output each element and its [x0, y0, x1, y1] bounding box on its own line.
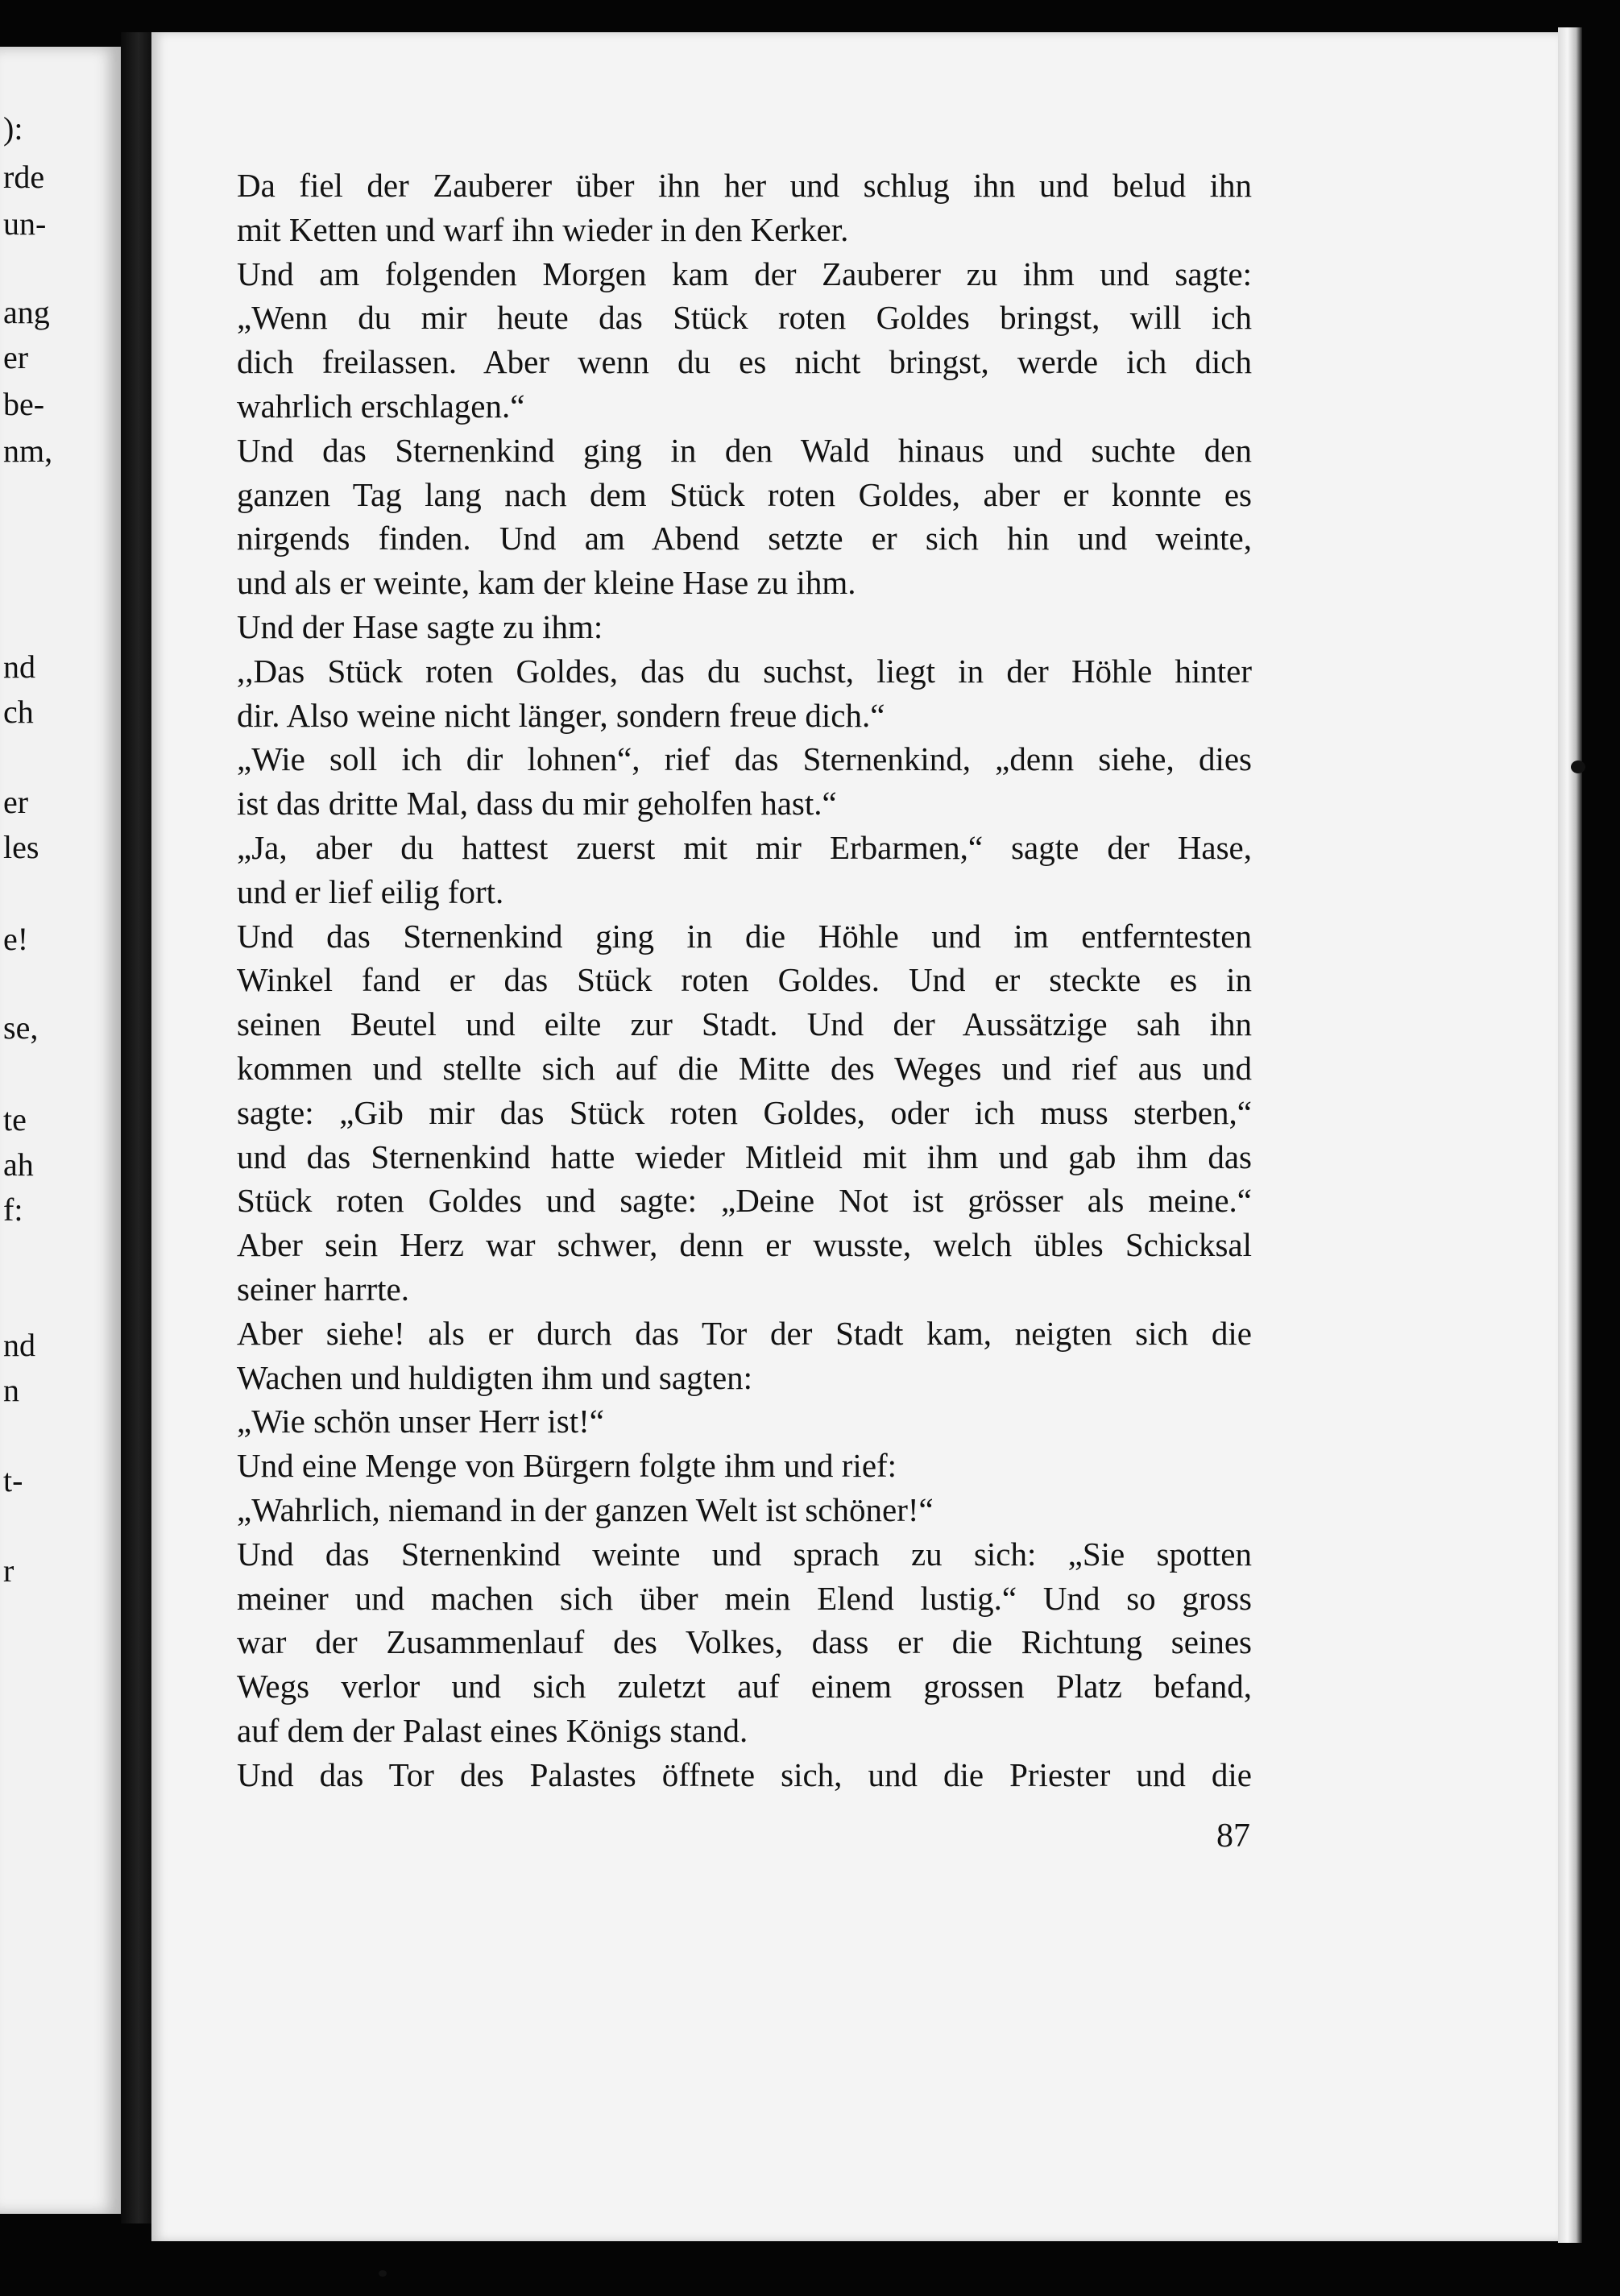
text-line: seinen Beutel und eilte zur Stadt. Und der Aussätzige sah ihn: [237, 1005, 1252, 1043]
text-line: und er lief eilig fort.: [237, 872, 504, 910]
left-page-fragment: n: [3, 1372, 19, 1408]
left-page-fragment: t-: [3, 1462, 23, 1498]
text-line: ist das dritte Mal, dass du mir geholfen hast.“: [237, 785, 837, 823]
left-page-fragment: er: [3, 339, 29, 375]
left-page-fragment: be-: [3, 386, 45, 422]
left-page-fragment: ):: [3, 110, 23, 147]
text-line: Und das Sternenkind ging in die Höhle und im entferntesten: [237, 917, 1252, 955]
text-line: Und eine Menge von Bürgern folgte ihm und rief:: [237, 1447, 897, 1485]
text-line: war der Zusammenlauf des Volkes, dass er die Richtung seines: [237, 1623, 1252, 1661]
text-line: kommen und stellte sich auf die Mitte des Weges und rief aus und: [237, 1049, 1252, 1087]
text-line: seiner harrte.: [237, 1270, 409, 1308]
text-line: Aber siehe! als er durch das Tor der Stadt kam, neigten sich die: [237, 1314, 1252, 1352]
left-page-fragment: f:: [3, 1192, 23, 1228]
left-page-fragment: er: [3, 784, 29, 820]
left-page-fragment: ch: [3, 694, 34, 730]
text-line: Wegs verlor und sich zuletzt auf einem grossen Platz befand,: [237, 1668, 1252, 1705]
text-line: ,,Das Stück roten Goldes, das du suchst, liegt in der Höhle hinter: [237, 652, 1252, 690]
text-line: mit Ketten und warf ihn wieder in den Kerker.: [237, 210, 849, 248]
left-page-fragment: rde: [3, 159, 45, 195]
text-line: Und das Sternenkind weinte und sprach zu sich: „Sie spotten: [237, 1535, 1252, 1573]
text-line: auf dem der Palast eines Königs stand.: [237, 1711, 748, 1749]
left-page-fragment: ah: [3, 1146, 34, 1183]
text-line: Und der Hase sagte zu ihm:: [237, 607, 603, 645]
text-line: Wachen und huldigten ihm und sagten:: [237, 1358, 753, 1396]
left-page-fragment: r: [3, 1552, 15, 1589]
text-line: dir. Also weine nicht länger, sondern freue dich.“: [237, 696, 885, 734]
body-text: [237, 164, 1252, 1797]
text-line: Da fiel der Zauberer über ihn her und schlug ihn und belud ihn: [237, 167, 1252, 204]
text-line: Stück roten Goldes und sagte: „Deine Not ist grösser als meine.“: [237, 1182, 1252, 1220]
text-line: dich freilassen. Aber wenn du es nicht bringst, werde ich dich: [237, 343, 1252, 381]
text-line: und als er weinte, kam der kleine Hase zu ihm.: [237, 564, 856, 602]
left-page-fragment: nm,: [3, 433, 53, 469]
left-facing-page: [0, 47, 126, 2214]
page-number: 87: [1216, 1817, 1250, 1855]
text-line: nirgends finden. Und am Abend setzte er sich hin und weinte,: [237, 520, 1252, 557]
left-page-fragment: te: [3, 1101, 27, 1138]
text-line: „Wie schön unser Herr ist!“: [237, 1403, 605, 1440]
text-line: „Wenn du mir heute das Stück roten Goldes bringst, will ich: [237, 299, 1252, 337]
text-line: ganzen Tag lang nach dem Stück roten Goldes, aber er konnte es: [237, 475, 1252, 513]
left-page-fragment: nd: [3, 1327, 35, 1363]
text-line: „Ja, aber du hattest zuerst mit mir Erbarmen,“ sagte der Hase,: [237, 828, 1252, 866]
left-page-fragment: les: [3, 829, 39, 865]
dust-speck: [379, 2270, 387, 2277]
left-page-fragment: nd: [3, 649, 35, 685]
left-page-fragment: e!: [3, 921, 29, 957]
text-line: „Wie soll ich dir lohnen“, rief das Sternenkind, „denn siehe, dies: [237, 740, 1252, 778]
text-line: Winkel fand er das Stück roten Goldes. Und er steckte es in: [237, 961, 1252, 999]
left-page-fragment: un-: [3, 205, 47, 242]
text-line: Aber sein Herz war schwer, denn er wusste, welch übles Schicksal: [237, 1226, 1252, 1264]
text-line: Und am folgenden Morgen kam der Zauberer zu ihm und sagte:: [237, 255, 1252, 292]
text-line: Und das Tor des Palastes öffnete sich, und die Priester und die: [237, 1755, 1252, 1793]
text-line: sagte: „Gib mir das Stück roten Goldes, oder ich muss sterben,“: [237, 1093, 1252, 1131]
left-page-fragment: se,: [3, 1009, 39, 1046]
book-gutter: [121, 32, 153, 2223]
dust-speck: [1571, 760, 1585, 773]
text-line: wahrlich erschlagen.“: [237, 387, 525, 425]
page-edge: [1558, 27, 1582, 2243]
text-line: und das Sternenkind hatte wieder Mitleid mit ihm und gab ihm das: [237, 1138, 1252, 1175]
text-line: meiner und machen sich über mein Elend lustig.“ Und so gross: [237, 1579, 1252, 1617]
text-line: Und das Sternenkind ging in den Wald hinaus und suchte den: [237, 431, 1252, 469]
text-line: „Wahrlich, niemand in der ganzen Welt ist schöner!“: [237, 1490, 934, 1528]
left-page-fragment: ang: [3, 294, 50, 330]
